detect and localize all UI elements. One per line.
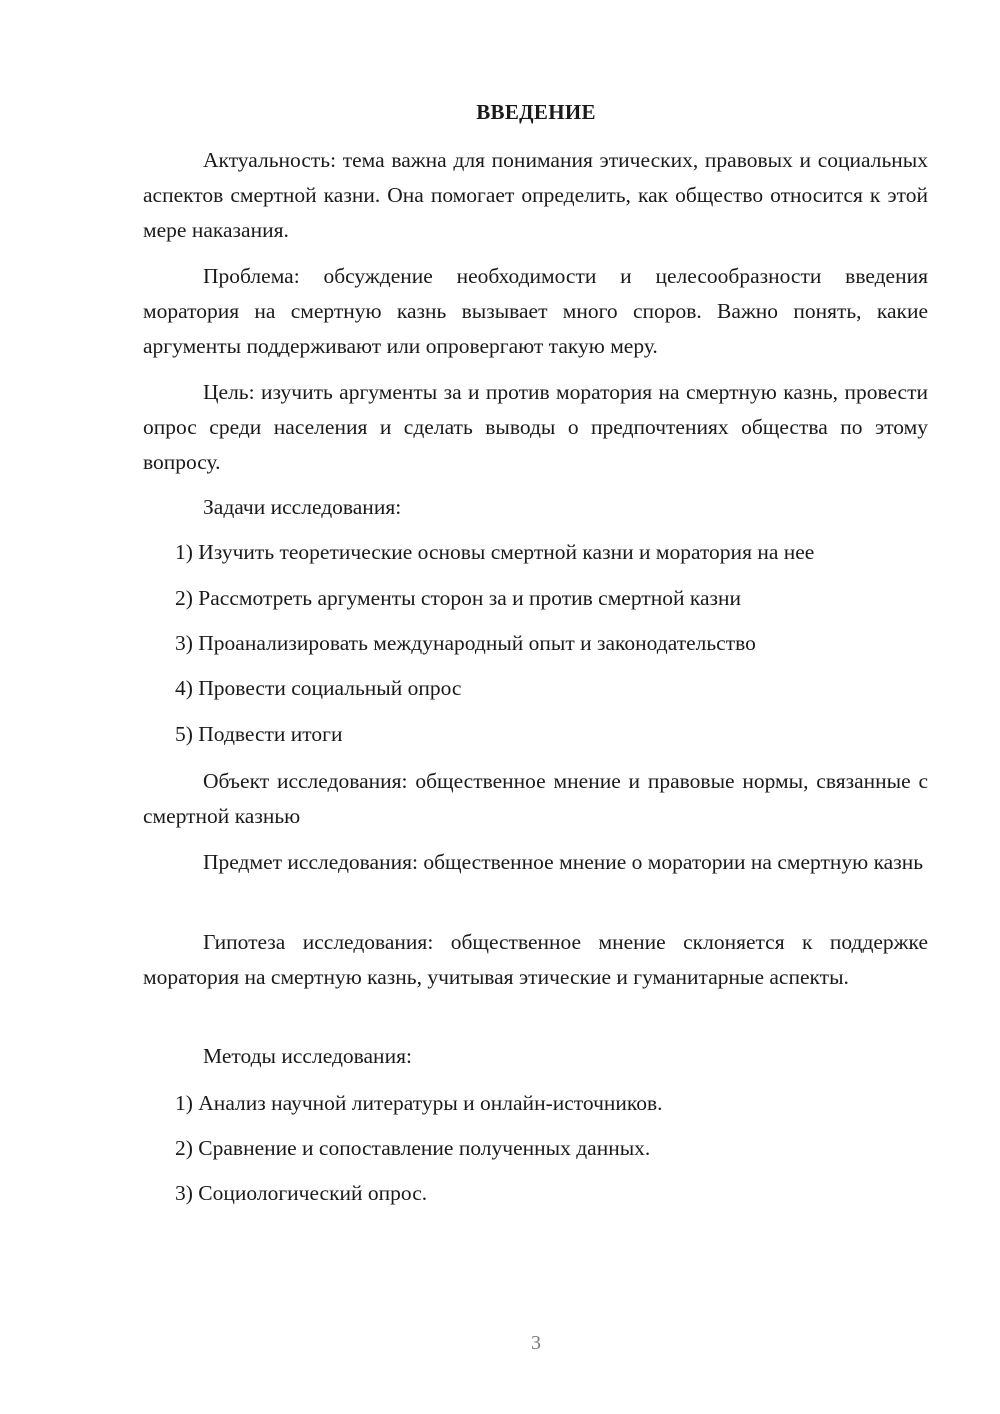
goal-paragraph: Цель: изучить аргументы за и против моратория на смертную казнь, провести опрос среди населения и сделать выводы о предпочтениях общества по этому вопросу. — [143, 380, 928, 474]
task-item: 4) Провести социальный опрос — [175, 676, 462, 700]
task-item: 3) Проанализировать международный опыт и законодательство — [175, 631, 756, 655]
subject-paragraph: Предмет исследования: общественное мнение о моратории на смертную казнь — [203, 850, 924, 874]
method-item: 3) Социологический опрос. — [175, 1181, 428, 1205]
methods-heading: Методы исследования: — [203, 1044, 412, 1068]
method-item: 1) Анализ научной литературы и онлайн-источников. — [175, 1091, 663, 1115]
relevance-paragraph: Актуальность: тема важна для понимания этических, правовых и социальных аспектов смертной казни. Она помогает определить, как общество относится к этой мере наказания. — [143, 148, 928, 242]
section-title: ВВЕДЕНИЕ — [476, 100, 596, 124]
page-number: 3 — [531, 1332, 541, 1354]
object-paragraph: Объект исследования: общественное мнение и правовые нормы, связанные с смертной казнью — [143, 769, 928, 828]
hypothesis-paragraph: Гипотеза исследования: общественное мнение склоняется к поддержке моратория на смертную казнь, учитывая этические и гуманитарные аспекты. — [143, 930, 928, 989]
method-item: 2) Сравнение и сопоставление полученных данных. — [175, 1136, 651, 1160]
tasks-heading: Задачи исследования: — [203, 495, 402, 519]
task-item: 1) Изучить теоретические основы смертной казни и моратория на нее — [175, 540, 815, 564]
task-item: 5) Подвести итоги — [175, 722, 343, 746]
problem-paragraph: Проблема: обсуждение необходимости и целесообразности введения моратория на смертную казнь вызывает много споров. Важно понять, какие аргументы поддерживают или опровергают такую меру. — [143, 264, 928, 358]
task-item: 2) Рассмотреть аргументы сторон за и против смертной казни — [175, 586, 742, 610]
